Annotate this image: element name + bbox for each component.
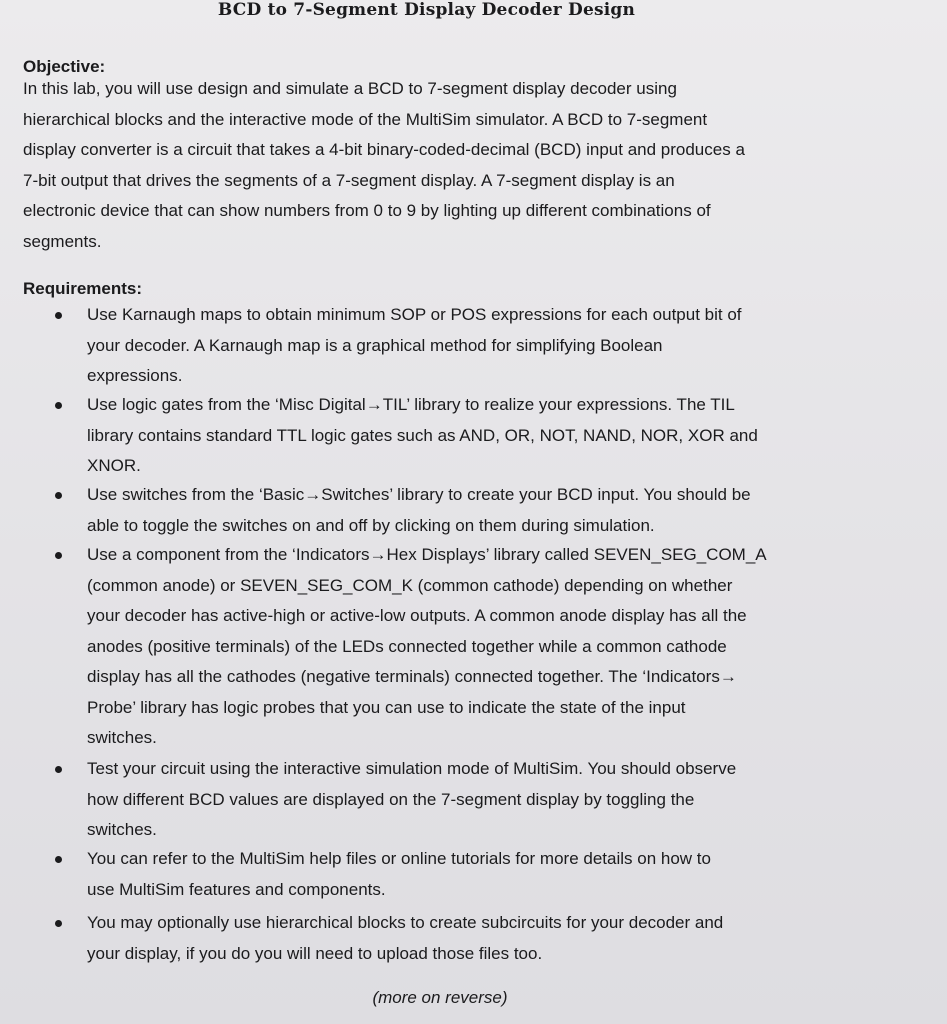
requirement-line: how different BCD values are displayed on the 7-segment display by toggling the — [87, 789, 695, 809]
requirement-line: able to toggle the switches on and off by clicking on them during simulation. — [87, 515, 655, 535]
requirement-line: library contains standard TTL logic gates such as AND, OR, NOT, NAND, NOR, XOR and — [87, 425, 758, 445]
more-on-reverse-note: (more on reverse) — [372, 988, 508, 1007]
requirement-line: (common anode) or SEVEN_SEG_COM_K (common cathode) depending on whether — [87, 575, 733, 595]
requirement-line: anodes (positive terminals) of the LEDs connected together while a common cathode — [87, 636, 727, 656]
objective-line: 7-bit output that drives the segments of a 7-segment display. A 7-segment display is an — [23, 170, 675, 190]
requirement-line: switches. — [87, 820, 157, 839]
bullet-icon — [55, 402, 62, 409]
requirement-line: You may optionally use hierarchical blocks to create subcircuits for your decoder and — [87, 913, 724, 932]
objective-line: display converter is a circuit that takes a 4-bit binary-coded-decimal (BCD) input and produces a — [23, 140, 745, 159]
requirement-line: display has all the cathodes (negative terminals) connected together. The ‘Indicators→ — [87, 667, 737, 686]
requirement-line: You can refer to the MultiSim help files or online tutorials for more details on how to — [87, 849, 711, 868]
requirement-line: Use a component from the ‘Indicators→Hex Displays’ library called SEVEN_SEG_COM_A — [87, 545, 767, 564]
bullet-icon — [55, 312, 62, 319]
bullet-icon — [55, 920, 62, 927]
objective-line: segments. — [23, 231, 102, 251]
requirement-line: switches. — [87, 728, 157, 747]
requirement-line: your decoder has active-high or active-low outputs. A common anode display has all the — [87, 606, 747, 625]
objective-line: hierarchical blocks and the interactive mode of the MultiSim simulator. A BCD to 7-segment — [23, 109, 708, 129]
bullet-icon — [55, 766, 62, 773]
requirement-line: Test your circuit using the interactive simulation mode of MultiSim. You should observe — [87, 759, 737, 778]
objective-heading: Objective: — [23, 57, 106, 76]
objective-line: In this lab, you will use design and simulate a BCD to 7-segment display decoder using — [23, 79, 677, 98]
objective-paragraph — [23, 74, 833, 257]
requirement-line: Probe’ library has logic probes that you can use to indicate the state of the input — [87, 697, 686, 717]
requirement-line: expressions. — [87, 366, 183, 385]
bullet-icon — [55, 492, 62, 499]
requirement-line: Use switches from the ‘Basic→Switches’ library to create your BCD input. You should be — [87, 485, 751, 504]
requirement-line: XNOR. — [87, 456, 141, 475]
requirement-line: your decoder. A Karnaugh map is a graphical method for simplifying Boolean — [87, 335, 663, 355]
objective-line: electronic device that can show numbers from 0 to 9 by lighting up different combinations of — [23, 201, 711, 220]
requirement-line: Use Karnaugh maps to obtain minimum SOP or POS expressions for each output bit of — [87, 305, 742, 324]
document-title: BCD to 7-Segment Display Decoder Design — [217, 0, 636, 20]
requirements-heading: Requirements: — [23, 279, 143, 298]
requirement-line: Use logic gates from the ‘Misc Digital→TIL’ library to realize your expressions. The TIL — [87, 395, 735, 414]
bullet-icon — [55, 552, 62, 559]
requirement-line: use MultiSim features and components. — [87, 879, 386, 899]
bullet-icon — [55, 856, 62, 863]
requirement-line: your display, if you do you will need to upload those files too. — [87, 943, 543, 963]
